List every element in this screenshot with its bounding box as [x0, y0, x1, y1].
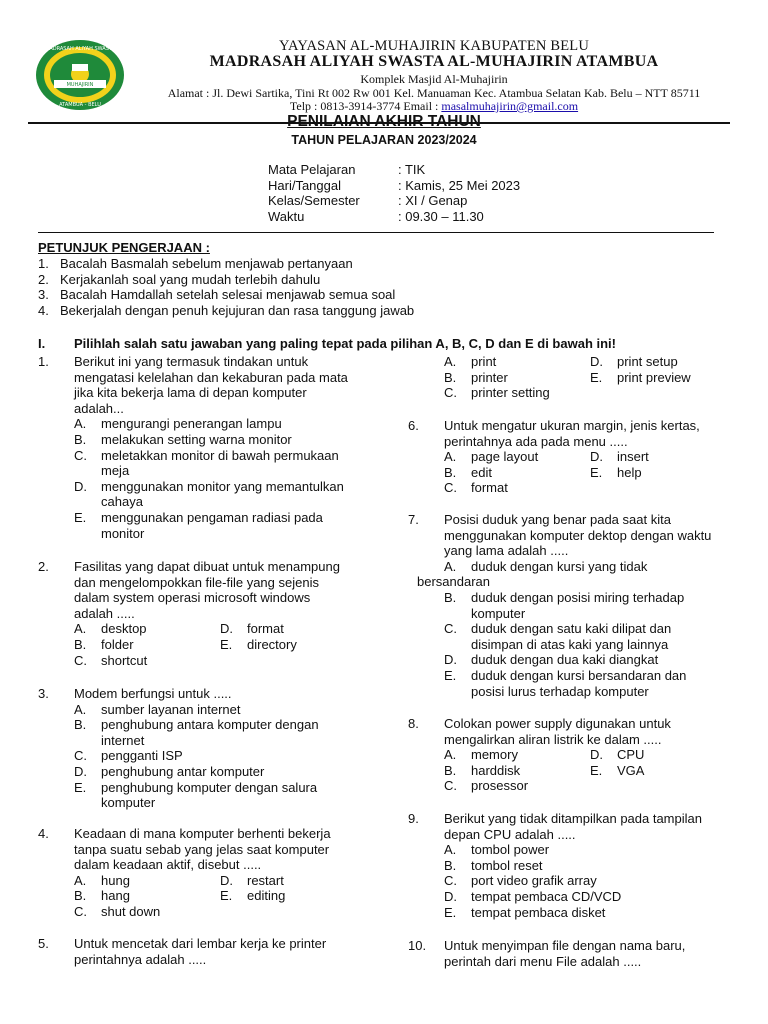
option-letter: A.	[74, 416, 87, 432]
option-text: duduk dengan kursi yang tidak	[471, 558, 648, 574]
instruction-text: Bacalah Hamdallah setelah selesai menjawab semua soal	[60, 287, 396, 302]
option-a[interactable]	[444, 449, 590, 465]
option-a[interactable]	[74, 416, 358, 432]
option-letter: C.	[444, 621, 457, 637]
school-complex: Komplek Masjid Al-Muhajirin	[360, 72, 508, 86]
question-line: Keadaan di mana komputer berhenti bekerja	[74, 826, 331, 841]
option-a[interactable]	[444, 559, 728, 575]
question-7	[408, 512, 728, 699]
option-d[interactable]	[444, 652, 728, 668]
option-text: hang	[101, 888, 130, 904]
question-line: Berikut yang tidak ditampilkan pada tampilan	[444, 811, 702, 826]
option-text: mengurangi penerangan lampu	[101, 416, 282, 432]
option-letter: A.	[444, 558, 457, 574]
option-text: komputer	[101, 795, 156, 811]
options-grid	[74, 873, 358, 920]
option-letter: E.	[74, 509, 87, 525]
option-text: desktop	[101, 621, 147, 637]
option-letter: A.	[444, 449, 457, 465]
school-contact	[50, 99, 768, 114]
instruction-text: Kerjakanlah soal yang mudah terlebih dahulu	[60, 271, 321, 287]
question-line: Fasilitas yang dapat dibuat untuk menampung	[74, 559, 340, 574]
option-text: restart	[247, 872, 284, 888]
option-c[interactable]	[74, 653, 220, 669]
option-letter: E.	[444, 904, 457, 920]
option-text: menggunakan monitor yang memantulkan	[101, 478, 344, 494]
option-text: page layout	[471, 449, 539, 465]
option-e[interactable]	[220, 637, 366, 653]
option-c[interactable]	[444, 480, 590, 496]
option-text: format	[471, 480, 508, 496]
question-line: dalam keadaan aktif, disebut .....	[74, 857, 262, 873]
option-text: printer	[471, 369, 508, 385]
question-line: adalah .....	[74, 605, 135, 621]
exam-year: TAHUN PELAJARAN 2023/2024	[291, 133, 477, 147]
option-text: shut down	[101, 903, 161, 919]
info-row	[268, 162, 520, 178]
option-letter: B.	[74, 636, 87, 652]
question-number: 10.	[408, 938, 427, 953]
options-grid	[444, 449, 728, 496]
option-a[interactable]	[444, 747, 590, 763]
option-d[interactable]	[74, 764, 358, 780]
option-text: duduk dengan dua kaki diangkat	[471, 652, 659, 668]
option-a[interactable]	[74, 621, 220, 637]
option-d[interactable]	[590, 449, 736, 465]
options-grid	[444, 354, 728, 401]
option-e[interactable]	[590, 370, 736, 386]
option-text: bersandaran	[417, 574, 490, 590]
question-line: Modem berfungsi untuk .....	[74, 686, 232, 701]
option-letter: B.	[444, 589, 457, 605]
option-letter: B.	[444, 464, 457, 480]
option-b[interactable]	[444, 590, 728, 621]
option-letter: C.	[74, 652, 87, 668]
option-letter: A.	[74, 872, 87, 888]
option-letter: E.	[220, 636, 233, 652]
question-line: Posisi duduk yang benar pada saat kita	[444, 512, 671, 527]
option-text: disimpan di atas kaki yang lainnya	[471, 636, 669, 652]
option-letter: D.	[220, 621, 233, 637]
option-text: posisi lurus terhadap komputer	[471, 683, 649, 699]
question-line: menggunakan komputer dektop dengan waktu	[444, 527, 712, 543]
school-name: MADRASAH ALIYAH SWASTA AL-MUHAJIRIN ATAMBUA	[209, 53, 659, 70]
option-text: pengganti ISP	[101, 748, 183, 764]
info-divider	[38, 232, 714, 233]
option-text: tempat pembaca disket	[471, 904, 606, 920]
option-letter: B.	[444, 857, 457, 873]
exam-title-text: PENILAIAN AKHIR TAHUN	[287, 113, 481, 130]
info-label: Waktu	[268, 208, 305, 224]
option-letter: D.	[220, 872, 233, 888]
info-row	[268, 193, 520, 209]
question-line: Untuk mencetak dari lembar kerja ke printer	[74, 936, 327, 951]
question-1	[38, 354, 358, 541]
question-6	[408, 418, 728, 496]
instruction-num: 2.	[38, 271, 49, 287]
option-letter: C.	[444, 480, 457, 496]
option-text: penghubung antara komputer dengan	[101, 717, 319, 733]
option-text: tempat pembaca CD/VCD	[471, 888, 622, 904]
question-text	[74, 686, 358, 702]
question-text	[444, 512, 728, 559]
question-line: perintah dari menu File adalah .....	[444, 953, 642, 969]
section-num: I.	[38, 336, 46, 351]
question-4	[38, 826, 358, 920]
info-row	[268, 209, 520, 225]
option-letter: E.	[220, 888, 233, 904]
question-number: 8.	[408, 716, 419, 731]
question-number: 4.	[38, 826, 49, 841]
option-text: shortcut	[101, 652, 148, 668]
option-d[interactable]	[220, 621, 366, 637]
instruction-item	[38, 272, 414, 288]
option-letter: A.	[444, 747, 457, 763]
instruction-text: Bacalah Basmalah sebelum menjawab pertanyaan	[60, 256, 353, 271]
option-letter: C.	[74, 447, 87, 463]
question-text	[444, 716, 728, 747]
option-text: CPU	[617, 747, 645, 763]
option-text: menggunakan pengaman radiasi pada	[101, 509, 323, 525]
option-text: editing	[247, 888, 286, 904]
exam-title	[0, 113, 768, 131]
question-text	[444, 811, 728, 842]
exam-info	[268, 162, 520, 224]
option-letter: E.	[590, 369, 603, 385]
option-b[interactable]	[74, 717, 358, 748]
question-10	[408, 938, 728, 969]
option-c[interactable]	[444, 873, 728, 889]
option-letter: B.	[74, 888, 87, 904]
question-number: 5.	[38, 936, 49, 951]
option-letter: D.	[444, 888, 457, 904]
instruction-item	[38, 256, 414, 272]
option-b[interactable]	[444, 763, 590, 779]
option-text: komputer	[471, 605, 526, 621]
option-text: duduk dengan satu kaki dilipat dan	[471, 621, 672, 637]
question-number: 2.	[38, 559, 49, 574]
option-c[interactable]	[444, 778, 590, 794]
option-text: penghubung komputer dengan salura	[101, 779, 318, 795]
option-a[interactable]	[444, 354, 590, 370]
option-text: memory	[471, 747, 518, 763]
option-c[interactable]	[74, 748, 358, 764]
svg-text:ATAMBUA - BELU: ATAMBUA - BELU	[59, 102, 101, 108]
option-letter: B.	[74, 717, 87, 733]
option-letter: B.	[444, 762, 457, 778]
option-d[interactable]	[590, 354, 736, 370]
option-b[interactable]	[74, 432, 358, 448]
option-a[interactable]	[74, 873, 220, 889]
options-grid	[74, 621, 358, 668]
option-letter: B.	[444, 369, 457, 385]
question-3	[38, 686, 358, 811]
option-text: duduk dengan posisi miring terhadap	[471, 589, 685, 605]
info-label: Hari/Tanggal	[268, 177, 341, 193]
question-line: Untuk mengatur ukuran margin, jenis kertas,	[444, 418, 700, 433]
option-text: format	[247, 621, 284, 637]
option-letter: A.	[74, 621, 87, 637]
option-d[interactable]	[444, 889, 728, 905]
question-number: 9.	[408, 811, 419, 826]
question-text	[74, 826, 358, 873]
question-number: 1.	[38, 354, 49, 369]
option-letter: C.	[74, 748, 87, 764]
option-e[interactable]	[590, 763, 736, 779]
option-text: edit	[471, 464, 492, 480]
question-number: 3.	[38, 686, 49, 701]
option-text: monitor	[101, 525, 145, 541]
option-letter: B.	[74, 431, 87, 447]
question-5-options	[408, 354, 728, 401]
option-letter: C.	[444, 778, 457, 794]
option-letter: A.	[444, 354, 457, 369]
question-2	[38, 559, 358, 668]
question-line: Berikut ini yang termasuk tindakan untuk	[74, 354, 309, 369]
question-line: adalah...	[74, 400, 124, 416]
question-9	[408, 811, 728, 920]
instruction-num: 1.	[38, 256, 49, 271]
instruction-num: 4.	[38, 302, 49, 318]
option-e[interactable]	[74, 510, 358, 541]
option-e[interactable]	[74, 780, 358, 811]
option-c[interactable]	[444, 621, 728, 652]
option-c[interactable]	[444, 385, 590, 401]
info-label: Mata Pelajaran	[268, 162, 356, 177]
option-letter: E.	[590, 762, 603, 778]
instruction-num: 3.	[38, 287, 49, 302]
question-5	[38, 936, 358, 967]
option-text: print setup	[617, 354, 678, 369]
option-d[interactable]	[74, 479, 358, 510]
instruction-item	[38, 287, 414, 303]
option-text: print preview	[617, 369, 691, 385]
option-letter: E.	[590, 464, 603, 480]
option-letter: D.	[74, 763, 87, 779]
instruction-item	[38, 303, 414, 319]
question-line: Colokan power supply digunakan untuk	[444, 716, 671, 731]
option-b[interactable]	[74, 637, 220, 653]
option-text: prosessor	[471, 778, 529, 794]
option-text: meja	[101, 463, 130, 479]
info-value: : 09.30 – 11.30	[398, 208, 484, 224]
option-letter: A.	[444, 842, 457, 858]
option-text: cahaya	[101, 494, 143, 510]
option-e[interactable]	[444, 668, 728, 699]
option-letter: D.	[590, 449, 603, 465]
option-text: meletakkan monitor di bawah permukaan	[101, 447, 339, 463]
option-text: port video grafik array	[471, 873, 597, 889]
option-text: sumber layanan internet	[101, 701, 241, 717]
question-line: dan mengelompokkan file-file yang sejenis	[74, 574, 319, 590]
svg-text:MADRASAH ALIYAH SWASTA: MADRASAH ALIYAH SWASTA	[45, 46, 115, 52]
info-label: Kelas/Semester	[268, 193, 360, 208]
section-text: Pilihlah salah satu jawaban yang paling tepat pada pilihan A, B, C, D dan E di bawah ini!	[74, 336, 616, 351]
question-line: depan CPU adalah .....	[444, 826, 576, 842]
question-text	[444, 418, 728, 449]
option-c[interactable]	[74, 448, 358, 479]
option-letter: E.	[74, 779, 87, 795]
option-c[interactable]	[74, 904, 220, 920]
svg-text:MUHAJIRIN: MUHAJIRIN	[66, 82, 94, 88]
option-a-cont	[417, 574, 728, 590]
question-text	[444, 938, 728, 969]
option-b[interactable]	[444, 465, 590, 481]
option-letter: D.	[590, 747, 603, 763]
phone-text: Telp : 0813-3914-3774 Email :	[289, 99, 442, 113]
option-d[interactable]	[220, 873, 366, 889]
question-number: 6.	[408, 418, 419, 433]
info-value: : Kamis, 25 Mei 2023	[398, 177, 521, 193]
option-letter: A.	[74, 701, 87, 717]
option-text: VGA	[617, 762, 645, 778]
option-text: directory	[247, 636, 297, 652]
question-text	[74, 559, 358, 621]
instructions-list	[38, 256, 414, 318]
option-letter: C.	[444, 873, 457, 889]
option-text: tombol power	[471, 842, 550, 858]
option-letter: C.	[74, 903, 87, 919]
question-8	[408, 716, 728, 794]
option-text: penghubung antar komputer	[101, 763, 265, 779]
option-letter: E.	[444, 667, 457, 683]
option-letter: D.	[74, 478, 87, 494]
question-line: perintahnya ada pada menu .....	[444, 433, 628, 449]
options-grid	[444, 747, 728, 794]
question-line: mengatasi kelelahan dan kekaburan pada mata	[74, 369, 348, 385]
info-value: : TIK	[398, 162, 426, 177]
question-line: Untuk menyimpan file dengan nama baru,	[444, 938, 686, 953]
option-text: duduk dengan kursi bersandaran dan	[471, 667, 687, 683]
question-line: perintahnya adalah .....	[74, 951, 207, 967]
info-value: : XI / Genap	[398, 193, 468, 208]
option-text: melakukan setting warna monitor	[101, 431, 292, 447]
option-b[interactable]	[444, 370, 590, 386]
school-address: Alamat : Jl. Dewi Sartika, Tini Rt 002 Rw 001 Kel. Manuaman Kec. Atambua Selatan Kab. Belu – NTT 85711	[167, 86, 701, 100]
question-line: dalam system operasi microsoft windows	[74, 590, 311, 606]
option-text: hung	[101, 872, 130, 888]
question-number: 7.	[408, 512, 419, 527]
option-e[interactable]	[444, 905, 728, 921]
instruction-text: Bekerjalah dengan penuh kejujuran dan rasa tanggung jawab	[60, 302, 415, 318]
option-text: tombol reset	[471, 857, 543, 873]
instructions-title: PETUNJUK PENGERJAAN :	[38, 240, 210, 255]
question-line: yang lama adalah .....	[444, 543, 569, 559]
option-a[interactable]	[444, 842, 728, 858]
question-text	[74, 354, 358, 416]
option-text: print	[471, 354, 497, 369]
option-text: folder	[101, 636, 134, 652]
option-b[interactable]	[444, 858, 728, 874]
option-text: insert	[617, 449, 649, 465]
option-e[interactable]	[220, 888, 366, 904]
option-text: printer setting	[471, 385, 550, 401]
option-text: help	[617, 464, 642, 480]
option-b[interactable]	[74, 888, 220, 904]
option-letter: D.	[590, 354, 603, 369]
question-line: mengalirkan aliran listrik ke dalam .....	[444, 731, 662, 747]
option-text: harddisk	[471, 762, 521, 778]
question-line: tanpa suatu sebab yang jelas saat komputer	[74, 841, 330, 857]
info-row	[268, 178, 520, 194]
email-link[interactable]: masalmuhajirin@gmail.com	[441, 99, 579, 113]
section-heading	[38, 336, 616, 351]
foundation-name: YAYASAN AL-MUHAJIRIN KABUPATEN BELU	[278, 38, 590, 54]
option-text: internet	[101, 732, 145, 748]
option-letter: D.	[444, 652, 457, 668]
option-letter: C.	[444, 385, 457, 401]
option-d[interactable]	[590, 747, 736, 763]
option-e[interactable]	[590, 465, 736, 481]
question-line: jika kita bekerja lama di depan komputer	[74, 385, 307, 401]
option-a[interactable]	[74, 702, 358, 718]
question-text	[74, 936, 358, 967]
